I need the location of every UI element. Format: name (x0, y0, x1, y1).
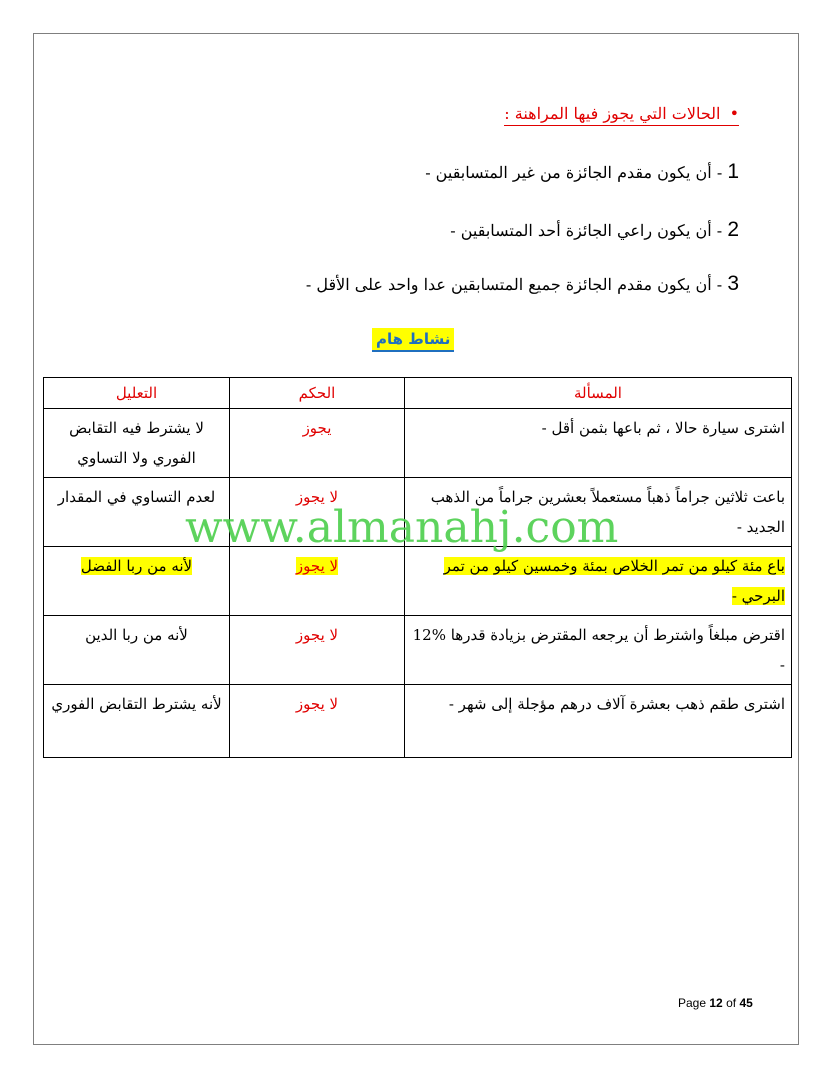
question-cell: باعت ثلاثين جراماً ذهباً مستعملاً بعشرين جراماً من الذهب الجديد - (405, 478, 792, 547)
reason-cell: لأنه من ربا الدين (44, 616, 230, 685)
header-ruling: الحكم (230, 378, 405, 409)
ruling-cell: لا يجوز (230, 478, 405, 547)
condition-number: 2 (727, 218, 739, 241)
section-heading (504, 104, 739, 126)
header-reason: التعليل (44, 378, 230, 409)
condition-item (425, 160, 739, 184)
table-row (44, 478, 792, 547)
reason-cell: لعدم التساوي في المقدار (44, 478, 230, 547)
condition-number: 3 (727, 272, 739, 295)
table-row (44, 547, 792, 616)
header-question: المسألة (405, 378, 792, 409)
footer-prefix: Page (678, 996, 707, 1010)
reason-cell: لأنه يشترط التقابض الفوري (44, 685, 230, 758)
ruling-text: لا يجوز (295, 557, 339, 575)
question-cell: اقترض مبلغاً واشترط أن يرجعه المقترض بزيادة قدرها %12 - (405, 616, 792, 685)
reason-cell: لا يشترط فيه التقابض الفوري ولا التساوي (44, 409, 230, 478)
table-row (44, 685, 792, 758)
page-footer (678, 996, 753, 1010)
page-number: 12 (709, 996, 723, 1010)
question-cell: اشترى سيارة حالا ، ثم باعها بثمن أقل - (405, 409, 792, 478)
activity-table (43, 377, 792, 758)
condition-text: - أن يكون راعي الجائزة أحد المتسابقين - (450, 221, 723, 240)
footer-of: of (726, 996, 737, 1010)
condition-text: - أن يكون مقدم الجائزة جميع المتسابقين عدا واحد على الأقل - (305, 275, 723, 294)
table-header-row (44, 378, 792, 409)
page-total: 45 (739, 996, 753, 1010)
condition-item (450, 218, 739, 242)
question-cell (405, 547, 792, 616)
condition-item (306, 272, 739, 296)
activity-title: نشاط هام (372, 328, 454, 352)
ruling-cell: لا يجوز (230, 616, 405, 685)
reason-cell (44, 547, 230, 616)
table-row (44, 616, 792, 685)
watermark: www.almanahj.com (185, 502, 619, 553)
reason-text: لأنه من ربا الفضل (80, 557, 193, 575)
ruling-cell (230, 547, 405, 616)
section-heading-text: الحالات التي يجوز فيها المراهنة : (504, 104, 721, 123)
ruling-cell: يجوز (230, 409, 405, 478)
question-text: باع مئة كيلو من تمر الخلاص بمئة وخمسين كيلو من تمر البرحي - (443, 557, 785, 605)
condition-number: 1 (727, 160, 739, 183)
question-cell: اشترى طقم ذهب بعشرة آلاف درهم مؤجلة إلى شهر - (405, 685, 792, 758)
condition-text: - أن يكون مقدم الجائزة من غير المتسابقين - (425, 163, 723, 182)
ruling-cell: لا يجوز (230, 685, 405, 758)
bullet-icon: • (729, 104, 739, 123)
table-row (44, 409, 792, 478)
